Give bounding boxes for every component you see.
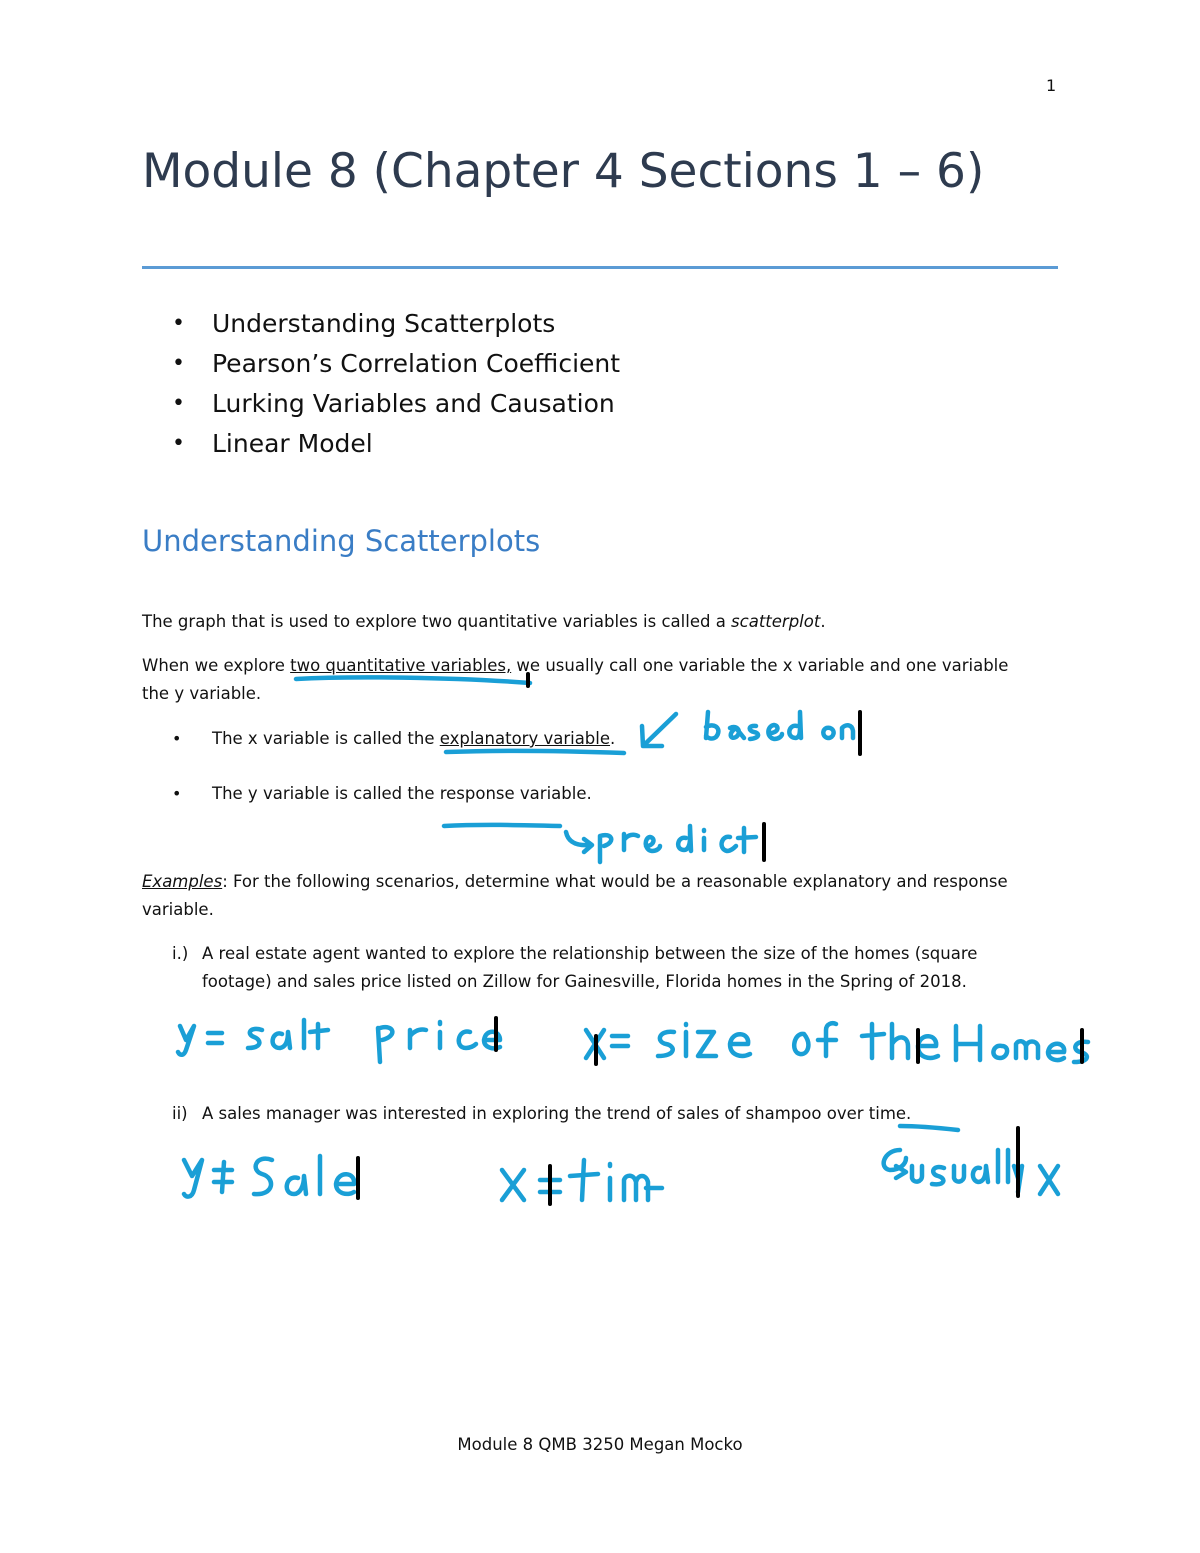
y-variable-bullet: The y variable is called the response variable. (212, 784, 592, 803)
examples-paragraph-line2: variable. (142, 900, 214, 919)
page-footer: Module 8 QMB 3250 Megan Mocko (457, 1435, 743, 1454)
bullet-icon: • (172, 311, 185, 336)
page-number: 1 (1046, 76, 1057, 95)
topic-item: • Lurking Variables and Causation (172, 384, 620, 424)
examples-paragraph: Examples: For the following scenarios, determine what would be a reasonable explanatory and response (142, 872, 1008, 891)
ink-line-predict (444, 825, 560, 826)
example-i-line2: footage) and sales price listed on Zillow for Gainesville, Florida homes in the Spring of 2018. (202, 972, 967, 991)
bullet-icon: • (172, 431, 185, 456)
two-quantitative-variables: two quantitative variables, (290, 656, 512, 675)
bullet-icon: • (172, 784, 182, 803)
page-title: Module 8 (Chapter 4 Sections 1 – 6) (142, 144, 985, 199)
ink-y-sale-price (178, 1020, 500, 1062)
ink-underline-two-quantitative (296, 677, 530, 683)
bullet-icon: • (172, 351, 185, 376)
example-i-marker: i.) (172, 944, 189, 963)
topic-item: • Understanding Scatterplots (172, 304, 620, 344)
topic-item: • Pearson’s Correlation Coefficient (172, 344, 620, 384)
explore-paragraph: When we explore two quantitative variables, we usually call one variable the x variable and one variable (142, 656, 1009, 675)
bullet-icon: • (172, 391, 185, 416)
ink-y-sales (184, 1156, 354, 1197)
intro-paragraph: The graph that is used to explore two quantitative variables is called a scatterplot. (142, 612, 826, 631)
example-ii-marker: ii) (172, 1104, 188, 1123)
ink-underline-time (900, 1126, 958, 1130)
x-variable-bullet: The x variable is called the explanatory variable. (212, 729, 616, 748)
ink-x-time (502, 1160, 662, 1200)
topic-item: • Linear Model (172, 424, 620, 464)
explanatory-variable-term: explanatory variable (439, 729, 611, 748)
section-heading: Understanding Scatterplots (142, 524, 541, 558)
explore-paragraph-line2: the y variable. (142, 684, 262, 703)
ink-arrow-left (644, 714, 676, 745)
scatterplot-term: scatterplot (731, 612, 821, 631)
example-ii-text: A sales manager was interested in exploring the trend of sales of shampoo over time. (202, 1104, 912, 1123)
bullet-icon: • (172, 729, 182, 748)
ink-predict (566, 826, 756, 862)
examples-label: Examples (142, 872, 223, 891)
ink-underline-explanatory (446, 751, 624, 753)
ink-x-size-of-homes (586, 1023, 1088, 1062)
example-i-line1: A real estate agent wanted to explore the relationship between the size of the homes (square (202, 944, 978, 963)
ink-usually-x (884, 1150, 1058, 1194)
ink-based-on (706, 712, 853, 739)
